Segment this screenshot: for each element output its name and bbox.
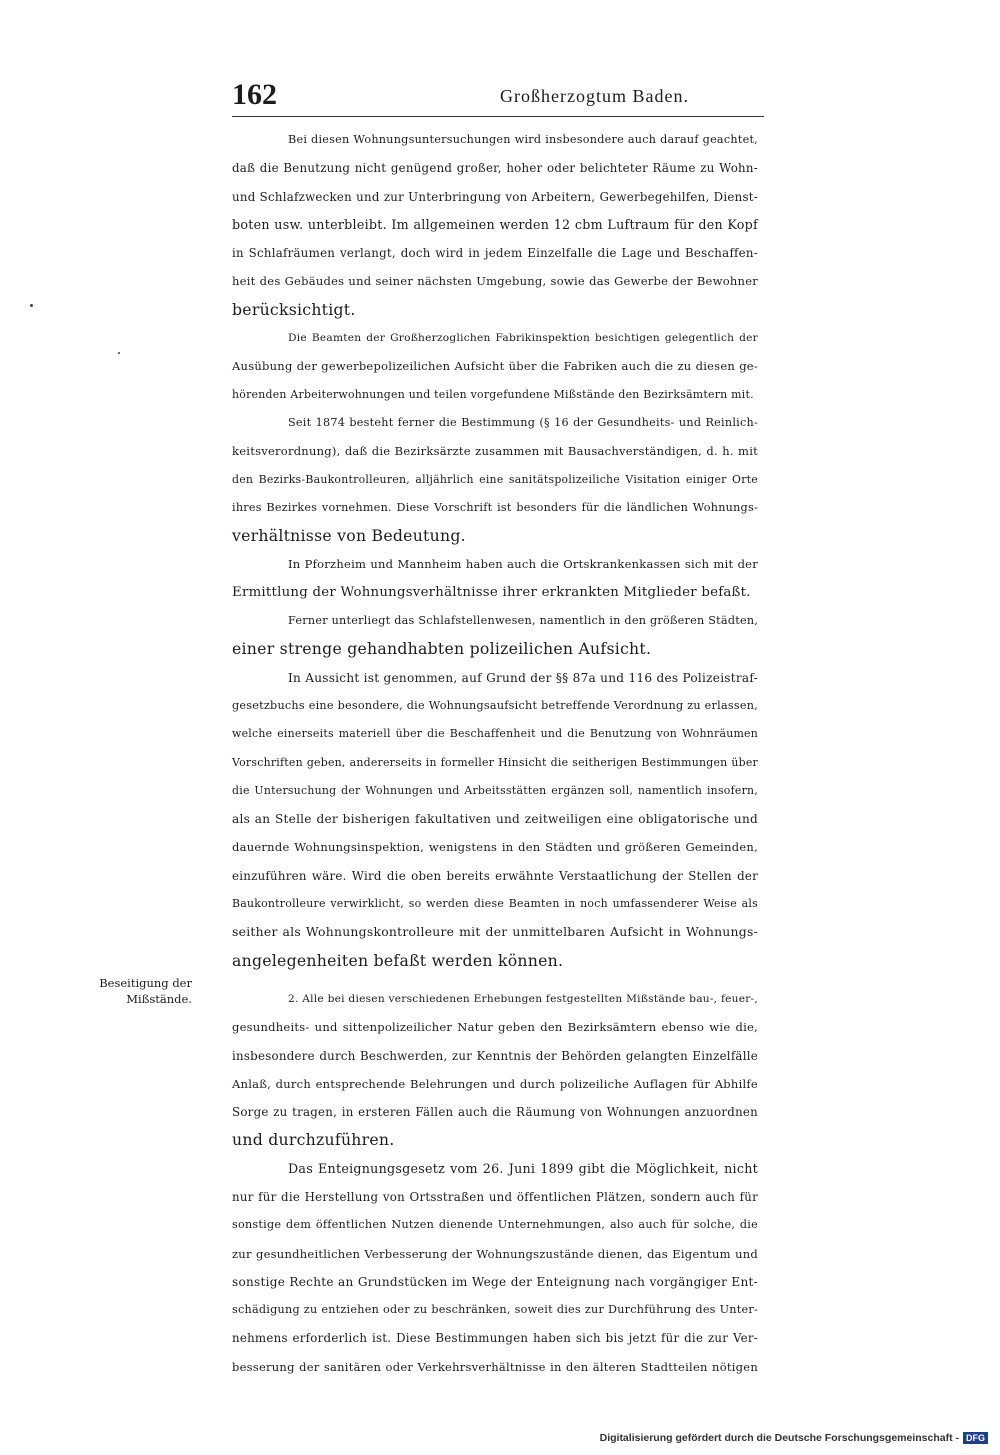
text-line: angelegenheiten befaßt werden können. (232, 950, 564, 970)
scan-speck (118, 352, 120, 354)
text-line: Das Enteignungsgesetz vom 26. Juni 1899 gibt die Möglichkeit, nicht (288, 1160, 758, 1176)
dfg-logo: DFG (963, 1432, 988, 1444)
text-line: besserung der sanitären oder Verkehrsverhältnisse in den älteren Stadtteilen nötigen (232, 1359, 758, 1374)
text-line: verhältnisse von Bedeutung. (232, 526, 466, 546)
text-line: Ausübung der gewerbepolizeilichen Aufsicht über die Fabriken auch die zu diesen ge- (232, 359, 758, 374)
text-line: In Pforzheim und Mannheim haben auch die Ortskrankenkassen sich mit der (288, 557, 758, 572)
margin-note (80, 975, 192, 1007)
text-line: zur gesundheitlichen Verbesserung der Wohnungszustände dienen, das Eigentum und (232, 1246, 758, 1261)
footer-credit (600, 1429, 988, 1447)
text-line: boten usw. unterbleibt. Im allgemeinen werden 12 cbm Luftraum für den Kopf (232, 216, 758, 232)
text-line: die Untersuchung der Wohnungen und Arbeitsstätten ergänzen soll, namentlich insofern, (232, 783, 758, 797)
text-line: einzuführen wäre. Wird die oben bereits erwähnte Verstaatlichung der Stellen der (232, 868, 758, 883)
text-line: gesundheits- und sittenpolizeilicher Natur geben den Bezirksämtern ebenso wie die, (232, 1020, 758, 1035)
text-line: und durchzuführen. (232, 1130, 395, 1150)
margin-note-line: Mißstände. (126, 992, 192, 1006)
body-text (232, 126, 758, 1381)
text-line: einer strenge gehandhabten polizeilichen Aufsicht. (232, 639, 652, 659)
text-line: Seit 1874 besteht ferner die Bestimmung (§ 16 der Gesundheits- und Reinlich- (288, 415, 758, 429)
text-line: Baukontrolleure verwirklicht, so werden diese Beamten in noch umfassenderer Weise als (232, 897, 758, 911)
text-line: sonstige Rechte an Grundstücken im Wege der Enteignung nach vorgängiger Ent- (232, 1274, 758, 1289)
header-rule (232, 116, 764, 117)
text-line: Die Beamten der Großherzoglichen Fabrikinspektion besichtigen gelegentlich der (288, 332, 758, 345)
text-line: nur für die Herstellung von Ortsstraßen und öffentlichen Plätzen, sondern auch für (232, 1189, 758, 1204)
scan-speck (30, 304, 33, 307)
text-line: keitsverordnung), daß die Bezirksärzte zusammen mit Bausachverständigen, d. h. mit (232, 444, 758, 459)
text-line: und Schlafzwecken und zur Unterbringung von Arbeitern, Gewerbegehilfen, Dienst- (232, 189, 758, 204)
text-line: daß die Benutzung nicht genügend großer, hoher oder belichteter Räume zu Wohn- (232, 161, 758, 176)
text-line: ihres Bezirkes vornehmen. Diese Vorschrift ist besonders für die ländlichen Wohnungs- (232, 500, 758, 514)
running-head: Großherzogtum Baden. (500, 86, 689, 106)
text-line: Ferner unterliegt das Schlafstellenwesen, namentlich in den größeren Städten, (288, 614, 759, 628)
text-line: In Aussicht ist genommen, auf Grund der §§ 87a und 116 des Polizeistraf- (288, 670, 758, 685)
footer-credit-text: Digitalisierung gefördert durch die Deutsche Forschungsgemeinschaft - (599, 1432, 959, 1444)
text-line: Anlaß, durch entsprechende Belehrungen und durch polizeiliche Auflagen für Abhilfe (232, 1076, 758, 1091)
text-line: heit des Gebäudes und seiner nächsten Umgebung, sowie das Gewerbe der Bewohner (232, 274, 758, 289)
text-line: schädigung zu entziehen oder zu beschränken, soweit dies zur Durchführung des Unter- (232, 1303, 758, 1317)
text-line: seither als Wohnungskontrolleure mit der unmittelbaren Aufsicht in Wohnungs- (232, 924, 758, 940)
text-line: als an Stelle der bisherigen fakultativen und zeitweiligen eine obligatorische und (232, 812, 758, 827)
margin-note-line: Beseitigung der (99, 976, 192, 990)
text-line: den Bezirks-Baukontrolleuren, alljährlich eine sanitätspolizeiliche Visitation einiger Orte (232, 472, 758, 486)
text-line: welche einerseits materiell über die Beschaffenheit und die Benutzung von Wohnräumen (232, 727, 758, 741)
text-line: sonstige dem öffentlichen Nutzen dienende Unternehmungen, also auch für solche, die (232, 1218, 758, 1232)
text-line: berücksichtigt. (232, 299, 356, 319)
text-line: Sorge zu tragen, in ersteren Fällen auch die Räumung von Wohnungen anzuordnen (232, 1105, 758, 1120)
text-line: 2. Alle bei diesen verschiedenen Erhebungen festgestellten Mißstände bau-, feuer-, (288, 992, 758, 1005)
text-line: Vorschriften geben, andererseits in formeller Hinsicht die seitherigen Bestimmungen über (232, 755, 758, 769)
text-line: Ermittlung der Wohnungsverhältnisse ihrer erkrankten Mitglieder befaßt. (232, 584, 751, 600)
text-line: nehmens erforderlich ist. Diese Bestimmungen haben sich bis jetzt für die zur Ver- (232, 1331, 758, 1346)
text-line: gesetzbuchs eine besondere, die Wohnungsaufsicht betreffende Verordnung zu erlassen, (232, 698, 758, 712)
text-line: Bei diesen Wohnungsuntersuchungen wird insbesondere auch darauf geachtet, (288, 133, 758, 146)
page-number: 162 (232, 78, 277, 111)
text-line: dauernde Wohnungsinspektion, wenigstens in den Städten und größeren Gemeinden, (232, 840, 758, 855)
text-line: in Schlafräumen verlangt, doch wird in jedem Einzelfalle die Lage und Beschaffen- (232, 246, 758, 261)
text-line: hörenden Arbeiterwohnungen und teilen vorgefundene Mißstände den Bezirksämtern mit. (232, 387, 754, 401)
text-line: insbesondere durch Beschwerden, zur Kenntnis der Behörden gelangten Einzelfälle (232, 1048, 758, 1063)
